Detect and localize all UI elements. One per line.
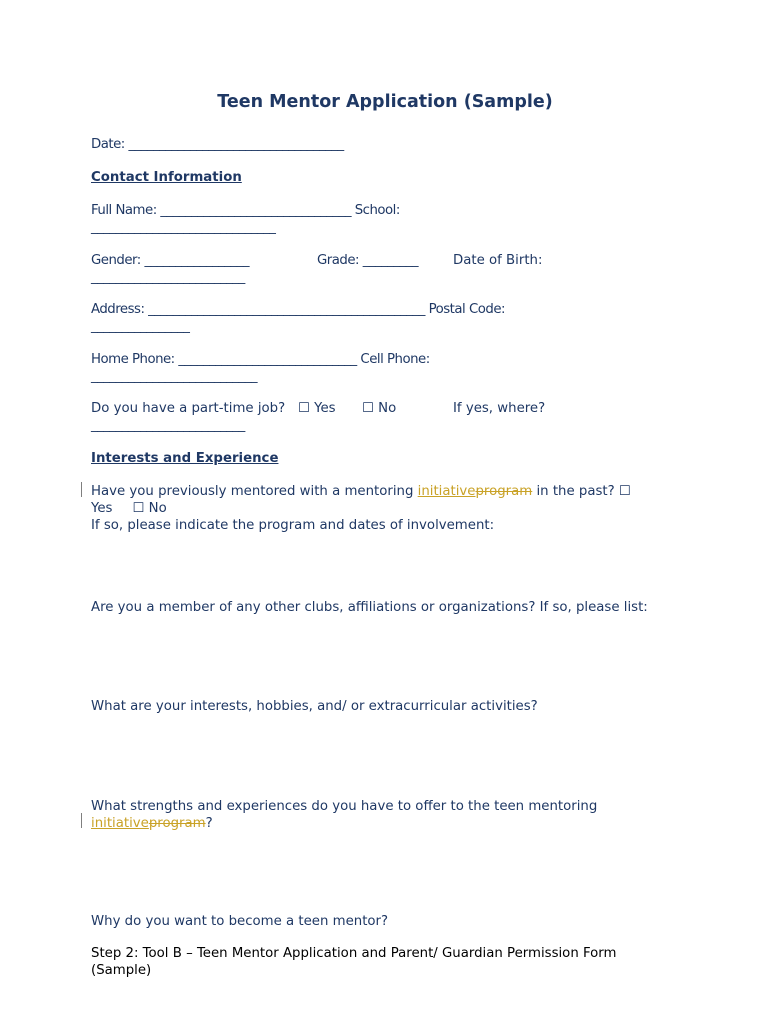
contact-info-heading: Contact Information: [91, 170, 242, 185]
mentor-question-text: Have you previously mentored with a mentoring: [91, 484, 418, 499]
strengths-question: What strengths and experiences do you have to offer to the teen mentoring: [91, 799, 598, 814]
change-bar: [81, 813, 82, 828]
hobbies-question: What are your interests, hobbies, and/ or extracurricular activities?: [91, 699, 538, 714]
gender-field: Gender: _________________: [91, 253, 249, 268]
mentor-question: [91, 483, 631, 500]
dob-label: Date of Birth:: [453, 253, 543, 268]
date-field: Date: ___________________________________: [91, 137, 344, 152]
inserted-text: initiative: [91, 816, 149, 831]
change-bar: [81, 482, 82, 497]
cell-phone-blank: ___________________________: [91, 369, 258, 384]
job-where-blank: _________________________: [91, 418, 245, 433]
grade-field: Grade: _________: [317, 253, 419, 268]
address-field: Address: _____________________________________________ Postal Code:: [91, 302, 505, 317]
home-phone-field: Home Phone: _____________________________ Cell Phone:: [91, 352, 430, 367]
inserted-text: initiative: [417, 484, 476, 499]
job-yes-checkbox[interactable]: ☐ Yes: [298, 401, 336, 416]
job-question: Do you have a part-time job?: [91, 401, 286, 416]
interests-heading: Interests and Experience: [91, 451, 279, 466]
mentor-question-end[interactable]: in the past? ☐: [532, 484, 631, 499]
mentor-followup: If so, please indicate the program and dates of involvement:: [91, 518, 495, 533]
job-no-checkbox[interactable]: ☐ No: [362, 401, 397, 416]
mentor-no-checkbox[interactable]: ☐ No: [132, 501, 167, 516]
strengths-question-cont: [91, 815, 213, 832]
page-title: Teen Mentor Application (Sample): [217, 92, 553, 112]
question-mark: ?: [205, 816, 213, 831]
footer-line-1: Step 2: Tool B – Teen Mentor Application and Parent/ Guardian Permission Form: [91, 946, 617, 961]
postal-code-blank: ________________: [91, 319, 190, 334]
dob-field-blank: _________________________: [91, 270, 245, 285]
footer-line-2: (Sample): [91, 963, 152, 978]
school-field-blank: ______________________________: [91, 220, 276, 235]
full-name-field: Full Name: _______________________________ School:: [91, 203, 400, 218]
job-where-label: If yes, where?: [453, 401, 546, 416]
mentor-yes-no: [91, 500, 167, 517]
clubs-question: Are you a member of any other clubs, affiliations or organizations? If so, please list:: [91, 600, 648, 615]
mentor-yes-label: Yes: [91, 501, 113, 516]
why-question: Why do you want to become a teen mentor?: [91, 914, 389, 929]
deleted-text: program: [148, 816, 206, 831]
deleted-text: program: [475, 484, 533, 499]
